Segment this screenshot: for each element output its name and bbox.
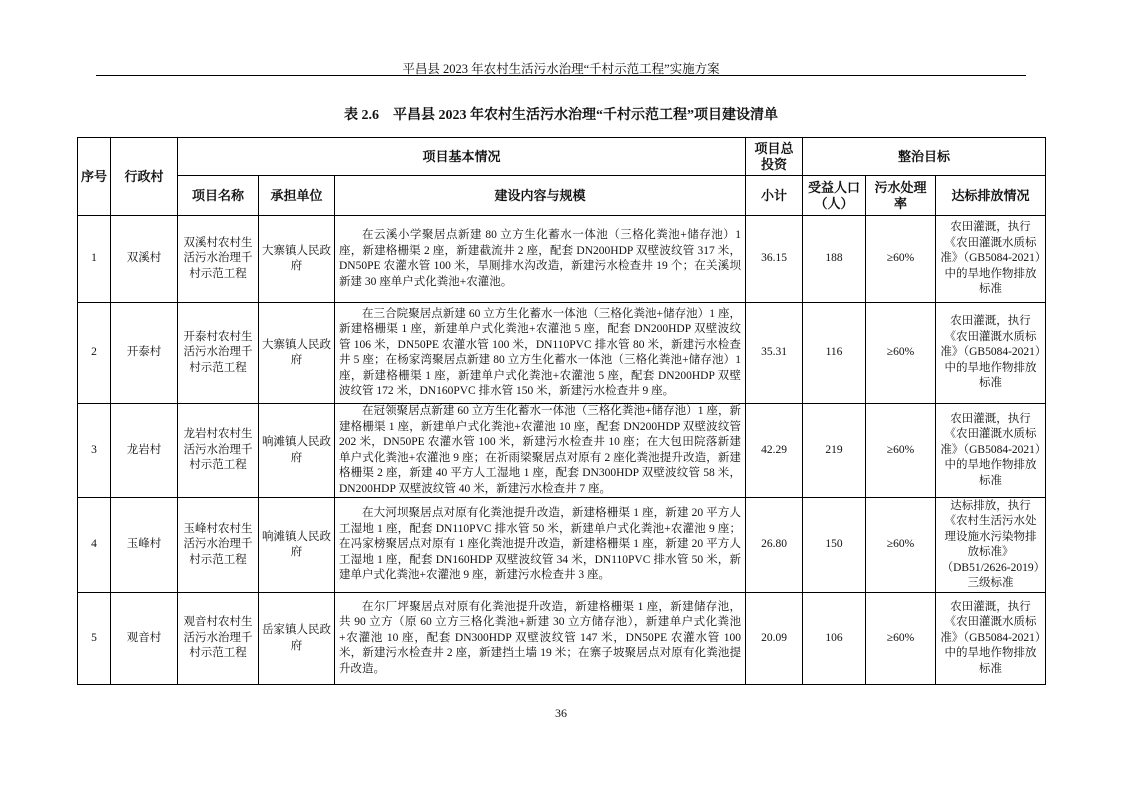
cell-seq: 2 — [78, 303, 111, 404]
cell-standard: 农田灌溉，执行《农田灌溉水质标准》（GB5084-2021）中的旱地作物排放标准 — [936, 216, 1046, 303]
cell-rate: ≥60% — [866, 303, 936, 404]
cell-village: 玉峰村 — [111, 498, 178, 593]
header-rate: 污水处理率 — [866, 176, 936, 216]
cell-subtotal: 35.31 — [746, 303, 803, 404]
cell-standard: 农田灌溉，执行《农田灌溉水质标准》（GB5084-2021）中的旱地作物排放标准 — [936, 303, 1046, 404]
cell-seq: 4 — [78, 498, 111, 593]
cell-seq: 3 — [78, 404, 111, 498]
cell-rate: ≥60% — [866, 593, 936, 685]
table-row — [78, 593, 1046, 685]
header-population: 受益人口（人） — [803, 176, 866, 216]
cell-rate: ≥60% — [866, 404, 936, 498]
cell-village: 双溪村 — [111, 216, 178, 303]
cell-seq: 1 — [78, 216, 111, 303]
header-basic: 项目基本情况 — [178, 138, 746, 176]
table-row — [78, 216, 1046, 303]
cell-unit: 响滩镇人民政府 — [259, 404, 335, 498]
cell-subtotal: 36.15 — [746, 216, 803, 303]
header-seq: 序号 — [78, 138, 111, 216]
cell-subtotal: 42.29 — [746, 404, 803, 498]
header-name: 项目名称 — [178, 176, 259, 216]
header-rule — [96, 75, 1026, 76]
header-subtotal: 小计 — [746, 176, 803, 216]
cell-subtotal: 20.09 — [746, 593, 803, 685]
header-unit: 承担单位 — [259, 176, 335, 216]
cell-unit: 岳家镇人民政府 — [259, 593, 335, 685]
cell-subtotal: 26.80 — [746, 498, 803, 593]
cell-unit: 大寨镇人民政府 — [259, 216, 335, 303]
cell-name: 开泰村农村生活污水治理千村示范工程 — [178, 303, 259, 404]
header-investment: 项目总投资 — [746, 138, 803, 176]
cell-content: 在大河坝聚居点对原有化粪池提升改造，新建格栅渠 1 座，新建 20 平方人工湿地 1 座，配套 DN110PVC 排水管 50 米，新建单户式化粪池+农灌池 9 座；在冯家榜聚居点对原有 1 座化粪池提升改造，新建格栅渠 1 座，新建 20 平方人工湿地 1 座，配套 DN160HDP 双壁波纹管 34 米，DN110PVC 排水管 50 米，新建单户式化粪池+农灌池 9 座，新建污水检查井 3 座。 — [335, 498, 746, 593]
cell-village: 龙岩村 — [111, 404, 178, 498]
table-caption: 表 2.6 平昌县 2023 年农村生活污水治理“千村示范工程”项目建设清单 — [344, 108, 778, 123]
table-row — [78, 498, 1046, 593]
cell-content: 在三合院聚居点新建 60 立方生化蓄水一体池（三格化粪池+储存池）1 座，新建格栅渠 1 座，新建单户式化粪池+农灌池 5 座，配套 DN200HDP 双壁波纹管 106 米，DN50PE 农灌水管 100 米，DN110PVC 排水管 80 米，新建污水检查井 5 座；在杨家湾聚居点新建 80 立方生化蓄水一体池（三格化粪池+储存池）1 座，新建格栅渠 1 座，新建单户式化粪池+农灌池 5 座，配套 DN200HDP 双壁波纹管 172 米，DN160PVC 排水管 150 米，新建污水检查井 9 座。 — [335, 303, 746, 404]
page-number: 36 — [555, 706, 567, 720]
cell-population: 188 — [803, 216, 866, 303]
cell-village: 观音村 — [111, 593, 178, 685]
cell-standard: 农田灌溉，执行《农田灌溉水质标准》（GB5084-2021）中的旱地作物排放标准 — [936, 404, 1046, 498]
cell-village: 开泰村 — [111, 303, 178, 404]
running-header: 平昌县 2023 年农村生活污水治理“千村示范工程”实施方案 — [402, 62, 720, 76]
cell-population: 106 — [803, 593, 866, 685]
cell-name: 龙岩村农村生活污水治理千村示范工程 — [178, 404, 259, 498]
cell-content: 在尔厂坪聚居点对原有化粪池提升改造，新建格栅渠 1 座，新建储存池，共 90 立方（原 60 立方三格化粪池+新建 30 立方储存池），新建单户式化粪池+农灌池 10 座，配套 DN300HDP 双壁波纹管 147 米，DN50PE 农灌水管 100 米，新建污水检查井 2 座，新建挡土墙 19 米；在寨子坡聚居点对原有化粪池提升改造。 — [335, 593, 746, 685]
table-row — [78, 404, 1046, 498]
cell-content: 在云溪小学聚居点新建 80 立方生化蓄水一体池（三格化粪池+储存池）1 座，新建格栅渠 2 座，新建截流井 2 座，配套 DN200HDP 双壁波纹管 317 米，DN50PE 农灌水管 100 米，旱厕排水沟改造，新建污水检查井 19 个；在关溪坝新建 30 座单户式化粪池+农灌池。 — [335, 216, 746, 303]
header-standard: 达标排放情况 — [936, 176, 1046, 216]
cell-name: 双溪村农村生活污水治理千村示范工程 — [178, 216, 259, 303]
table-row — [78, 303, 1046, 404]
header-content: 建设内容与规模 — [335, 176, 746, 216]
cell-population: 150 — [803, 498, 866, 593]
cell-content: 在冠领聚居点新建 60 立方生化蓄水一体池（三格化粪池+储存池）1 座，新建格栅渠 1 座，新建单户式化粪池+农灌池 10 座，配套 DN200HDP 双壁波纹管 202 米，DN50PE 农灌水管 100 米，新建污水检查井 10 座；在大包田院落新建单户式化粪池+农灌池 9 座；在祈雨梁聚居点对原有 2 座化粪池提升改造，新建格栅渠 2 座，新建 40 平方人工湿地 1 座，配套 DN300HDP 双壁波纹管 58 米，DN200HDP 双壁波纹管 40 米，新建污水检查井 7 座。 — [335, 404, 746, 498]
cell-name: 玉峰村农村生活污水治理千村示范工程 — [178, 498, 259, 593]
cell-unit: 响滩镇人民政府 — [259, 498, 335, 593]
cell-population: 219 — [803, 404, 866, 498]
cell-standard: 达标排放，执行《农村生活污水处理设施水污染物排放标准》（DB51/2626-2019）三级标准 — [936, 498, 1046, 593]
cell-rate: ≥60% — [866, 498, 936, 593]
header-target: 整治目标 — [803, 138, 1046, 176]
cell-population: 116 — [803, 303, 866, 404]
cell-seq: 5 — [78, 593, 111, 685]
cell-name: 观音村农村生活污水治理千村示范工程 — [178, 593, 259, 685]
cell-rate: ≥60% — [866, 216, 936, 303]
header-village: 行政村 — [111, 138, 178, 216]
cell-unit: 大寨镇人民政府 — [259, 303, 335, 404]
cell-standard: 农田灌溉，执行《农田灌溉水质标准》（GB5084-2021）中的旱地作物排放标准 — [936, 593, 1046, 685]
project-table — [77, 137, 1046, 685]
